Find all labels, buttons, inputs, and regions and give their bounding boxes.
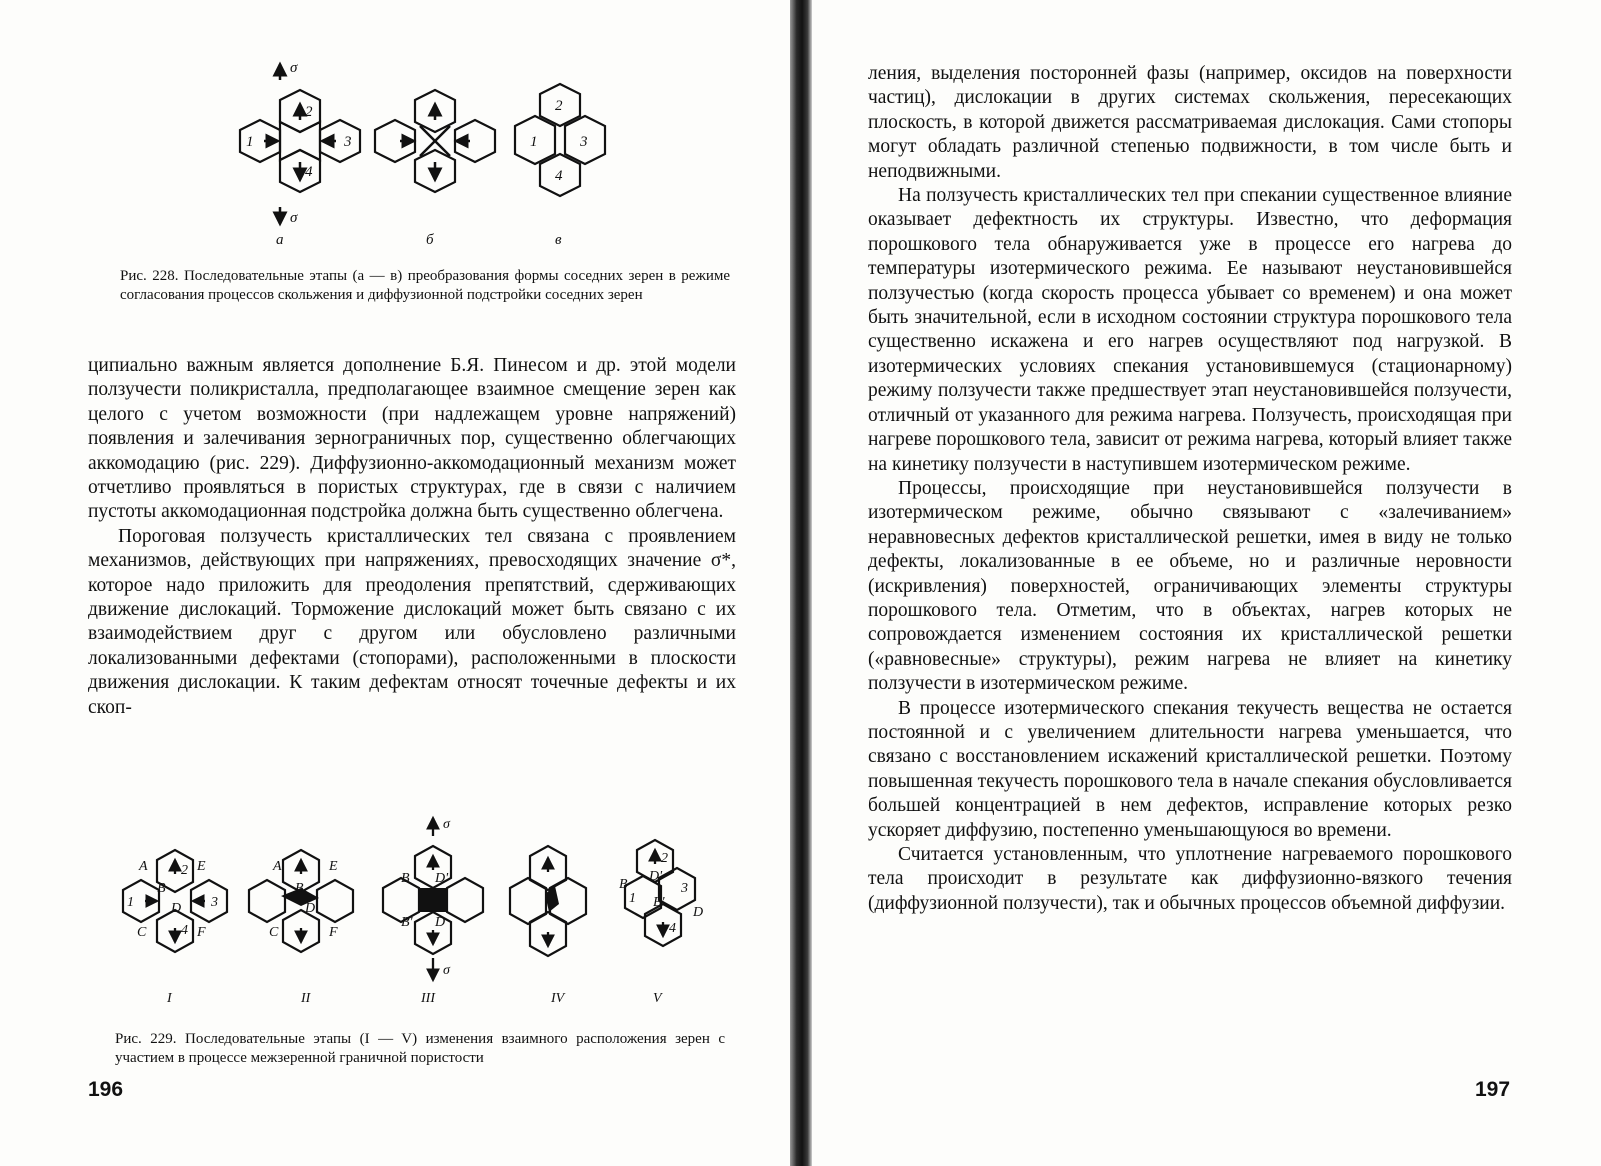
panel-letter-c: в	[555, 232, 562, 248]
roman-label: I	[167, 991, 172, 1006]
point-label: B	[157, 881, 166, 896]
grain-label: 3	[681, 881, 688, 896]
left-page	[0, 0, 790, 1166]
sigma-label-bottom: σ	[290, 210, 298, 226]
sigma-label-top: σ	[290, 60, 298, 76]
grain-label: 3	[344, 134, 352, 150]
figure-229	[105, 808, 725, 1013]
point-label: E	[197, 859, 206, 874]
panel-letter-b: б	[426, 232, 434, 248]
point-label: B'	[653, 895, 665, 910]
grain-label: 2	[661, 851, 668, 866]
sigma-label-top: σ	[443, 817, 450, 832]
right-body-text	[868, 62, 1512, 916]
roman-label: III	[421, 991, 435, 1006]
book-spine	[790, 0, 812, 1166]
grain-label: 4	[555, 168, 563, 184]
grain-label: 1	[530, 134, 538, 150]
grain-label: 1	[127, 895, 134, 910]
roman-label: V	[653, 991, 662, 1006]
grain-label: 2	[305, 104, 313, 120]
point-label: B	[401, 871, 410, 886]
grain-label: 2	[555, 98, 563, 114]
figure-228	[210, 52, 630, 252]
point-label: D	[305, 901, 316, 916]
paragraph: Считается установленным, что уплотнение нагреваемого порошкового тела происходит в результате как диффузионно-вязкого течения (диффузионной ползучести), так и обычных процессов объемной диффузии.	[868, 844, 1512, 914]
point-label: D	[693, 905, 704, 920]
point-label: D'	[649, 869, 663, 884]
grain-label: 4	[669, 921, 676, 936]
point-label: A	[139, 859, 148, 874]
left-body-text	[88, 354, 736, 720]
grain-label: 1	[629, 891, 636, 906]
paragraph: ления, выделения посторонней фазы (например, оксидов на поверхности частиц), дислокации в других системах скольжения, пересекающих плоскость, в которой движется рассматриваемая дислокация. Сами стопоры могут обладать различной степенью подвижности, в том числе быть и неподвижными.	[868, 63, 1512, 182]
point-label: B	[295, 881, 304, 896]
grain-label: 3	[580, 134, 588, 150]
point-label: E	[329, 859, 338, 874]
point-label: F	[329, 925, 338, 940]
point-label: C	[137, 925, 147, 940]
paragraph: В процессе изотермического спекания текучесть вещества не остается постоянной и с увеличением длительности нагрева уменьшается, что связано с восстановлением искажений кристаллической решетки. Поэтому повышенная текучесть порошкового тела в начале спекания обусловливается большей концентрацией в нем дефектов, исправление которых резко ускоряет диффузию, постепенно уменьшающуюся во времени.	[868, 697, 1512, 841]
page-number: 196	[88, 1078, 124, 1101]
paragraph: Процессы, происходящие при неустановившейся ползучести в изотермическом режиме, обычно связывают с «залечиванием» неравновесных дефектов кристаллической решетки, имея в виду не только дефекты, локализованные в ее объеме, но и различные неровности (искривления) поверхностей, ограничивающих элементы структуры порошкового тела. Отметим, что в объектах, нагрев которых не сопровождается изменением состояния их кристаллической решетки («равновесные» структуры), режим нагрева не влияет на кинетику ползучести в изотермическом режиме.	[868, 477, 1512, 695]
point-label: D'	[435, 871, 449, 886]
figure-229-caption: Рис. 229. Последовательные этапы (I — V) изменения взаимного расположения зерен с участием в процессе межзеренной граничной пористости	[115, 1031, 725, 1066]
grain-label: 4	[181, 923, 188, 938]
roman-label: II	[301, 991, 311, 1006]
grain-label: 3	[211, 895, 218, 910]
paragraph: ципиально важным является дополнение Б.Я. Пинесом и др. этой модели ползучести поликристалла, предполагающее взаимное смещение зерен как целого с учетом возможности (при надлежащем уровне напряжений) появления и залечивания зернограничных пор, существенно облегчающих аккомодацию (рис. 229). Диффузионно-аккомодационный механизм может отчетливо проявляться в пористых структурах, где в связи с наличием пустоты аккомодационная подстройка должна быть существенно облегчена.	[88, 355, 736, 523]
sigma-label-bottom: σ	[443, 963, 450, 978]
point-label: D	[171, 901, 182, 916]
point-label: F	[197, 925, 206, 940]
point-label: C	[269, 925, 279, 940]
page-number: 197	[1475, 1078, 1511, 1101]
point-label: A	[273, 859, 282, 874]
point-label: D	[435, 915, 446, 930]
point-label: B	[619, 877, 628, 892]
roman-label: IV	[551, 991, 565, 1006]
paragraph: Пороговая ползучесть кристаллических тел связана с проявлением механизмов, действующих при напряжениях, превосходящих значение σ*, которое надо приложить для преодоления препятствий, сдерживающих движение дислокаций. Торможение дислокаций может быть связано с их взаимодействием друг с другом или обусловлено различными локализованными дефектами (стопорами), расположенными в плоскости движения дислокации. К таким дефектам относят точечные дефекты и их скоп-	[88, 525, 736, 718]
grain-label: 1	[246, 134, 254, 150]
panel-letter-a: а	[276, 232, 284, 248]
paragraph: На ползучесть кристаллических тел при спекании существенное влияние оказывает дефектность их структуры. Известно, что деформация порошкового тела обнаруживается уже в процессе его нагрева до температуры изотермического режима. Ее называют неустановившейся ползучестью (когда скорость процесса убывает со временем) и она может быть значительной, если в исходном состоянии структура порошкового тела существенно искажена и его нагрев осуществляют под нагрузкой. В изотермических условиях спекания установившемуся (стационарному) режиму ползучести также предшествует этап неустановившейся ползучести, отличный от указанного для режима нагрева. Ползучесть, происходящая при нагреве порошкового тела, зависит от режима нагрева, который влияет также на кинетику ползучести в наступившем изотермическом режиме.	[868, 185, 1512, 475]
figure-228-caption: Рис. 228. Последовательные этапы (а — в) преобразования формы соседних зерен в режиме согласования процессов скольжения и диффузионной подстройки соседних зерен	[120, 268, 730, 303]
grain-label: 2	[181, 863, 188, 878]
point-label: B'	[401, 915, 413, 930]
right-page	[812, 0, 1601, 1166]
grain-label: 4	[305, 164, 313, 180]
